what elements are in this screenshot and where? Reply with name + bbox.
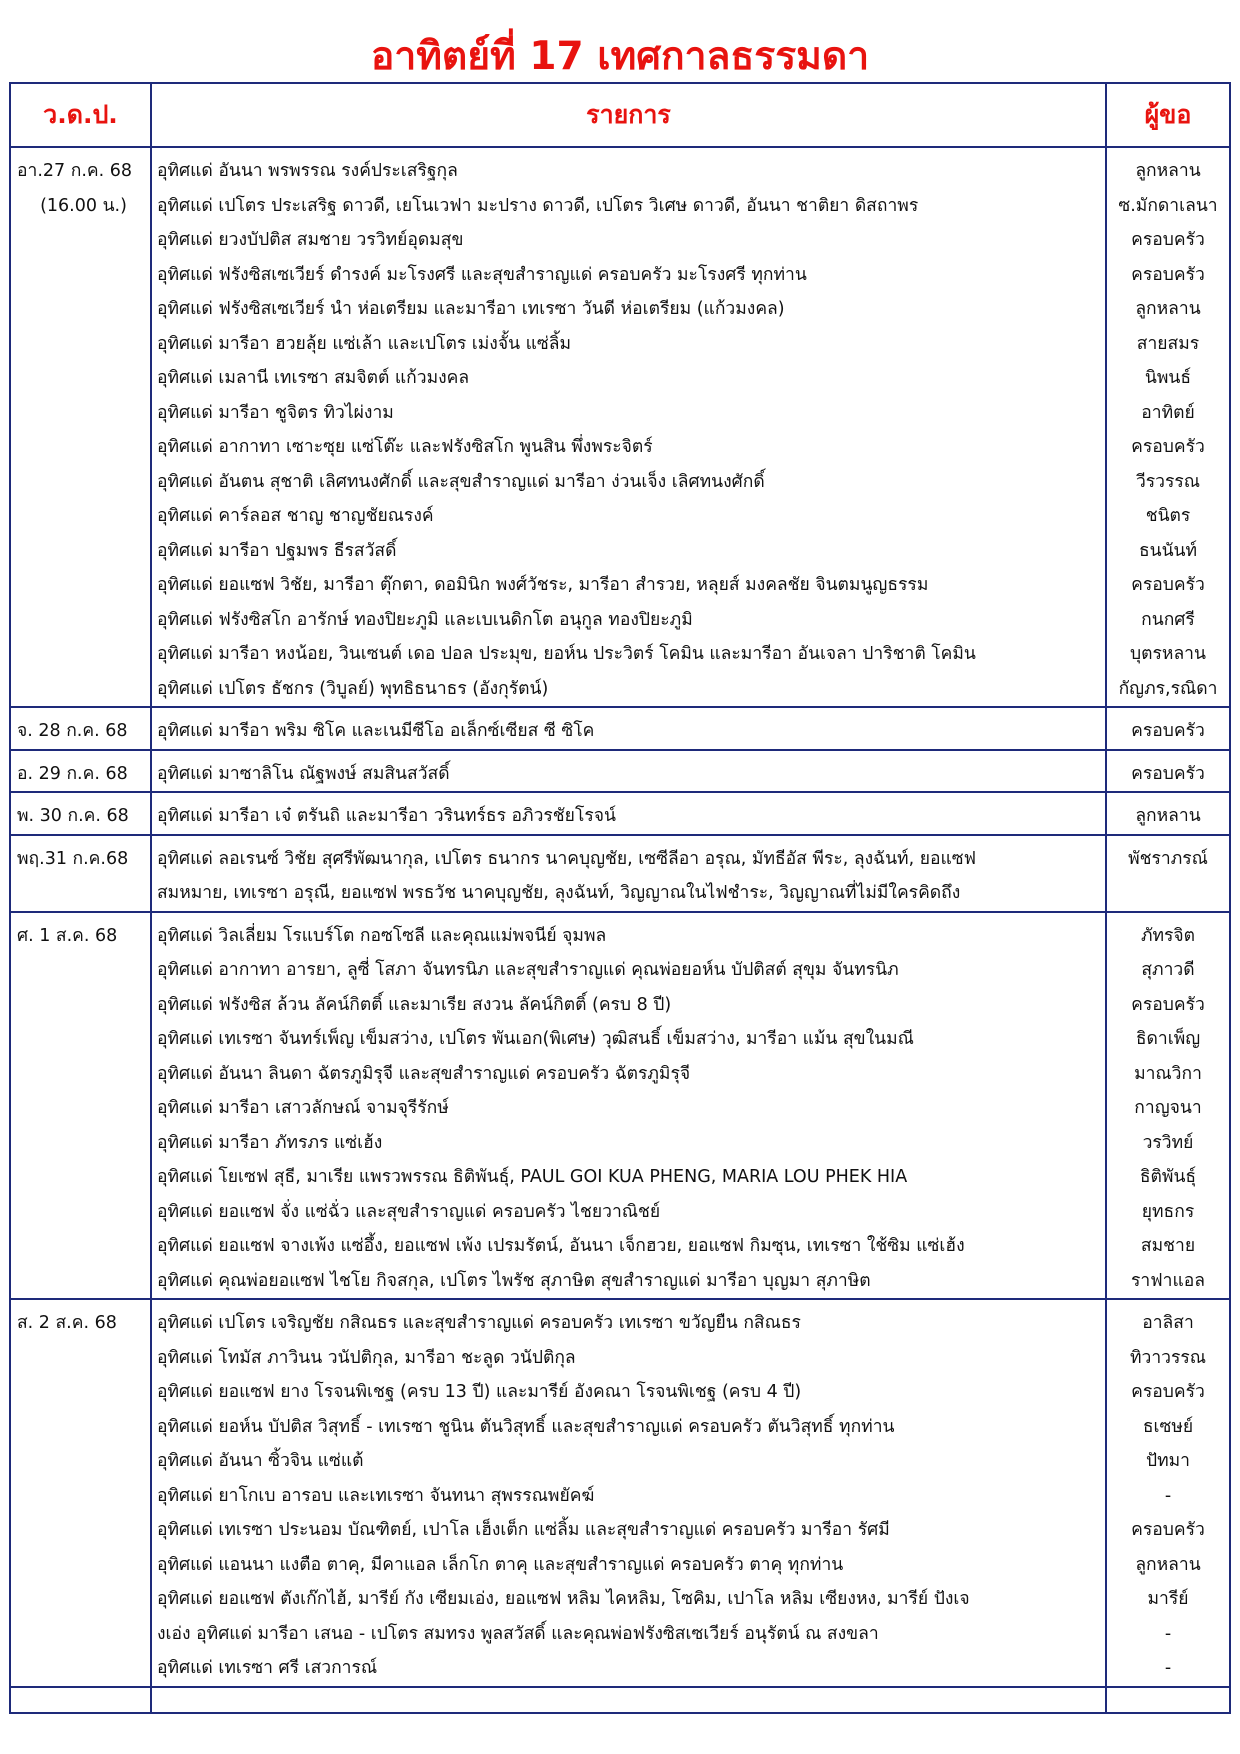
intention-line: สมหมาย, เทเรซา อรุณี, ยอแซฟ พรธวัช นาคบุญชัย, ลุงฉันท์, วิญญาณในไฟชำระ, วิญญาณที่ไม่มีใครคิดถึง (157, 883, 961, 903)
date-text: ส. 2 ส.ค. 68 (17, 1313, 117, 1333)
intention-line: งเอ่ง อุทิศแด่ มารีอา เสนอ - เปโตร สมทรง พูลสวัสดิ์ และคุณพ่อฟรังซิสเซเวียร์ อนุรัตน์ ณ สงขลา (157, 1623, 879, 1644)
requester-name: ซ.มักดาเลนา (1118, 195, 1218, 216)
requester-name: ครอบครัว (1131, 1382, 1205, 1402)
items-cell (151, 147, 1106, 707)
intention-line: อุทิศแด่ มารีอา เสาวลักษณ์ จามจุรีรักษ์ (157, 1098, 449, 1118)
empty-cell (151, 1687, 1106, 1713)
requester-name: ภัทรจิต (1140, 925, 1196, 946)
requester-name: กาญจนา (1134, 1098, 1202, 1118)
empty-cell (1106, 1687, 1230, 1713)
date-text: อ. 29 ก.ค. 68 (17, 763, 128, 784)
requester-cell (1106, 750, 1230, 793)
requester-cell (1106, 912, 1230, 1300)
requester-name: ลูกหลาน (1135, 299, 1201, 319)
items-cell (151, 750, 1106, 793)
intention-line: อุทิศแด่ มารีอา หงน้อย, วินเซนต์ เดอ ปอล ประมุข, ยอห์น ประวิตร์ โคมิน และมารีอา อันเจลา ปาริชาติ โคมิน (157, 644, 976, 664)
intention-line: อุทิศแด่ มารีอา ภัทรภร แซ่เฮ้ง (157, 1132, 383, 1153)
requester-name: กนกศรี (1141, 609, 1195, 630)
requester-name: พัชราภรณ์ (1128, 848, 1208, 869)
date-cell (10, 750, 151, 793)
date-text: (16.00 น.) (40, 195, 127, 216)
intention-line: อุทิศแด่ มารีอา ฮวยลุ้ย แซ่เล้า และเปโตร เม่งจั้น แซ่ลิ้ม (157, 333, 572, 354)
date-cell (10, 912, 151, 1300)
requester-name: ครอบครัว (1131, 230, 1205, 250)
intention-line: อุทิศแด่ ยาโกเบ อารอบ และเทเรซา จันทนา สุพรรณพยัคฆ์ (157, 1485, 595, 1506)
date-text: พ. 30 ก.ค. 68 (17, 806, 129, 826)
intention-line: อุทิศแด่ อันนา พรพรรณ รงค์ประเสริฐกุล (157, 161, 458, 181)
mass-intentions-table (9, 82, 1231, 1714)
requester-name: ครอบครัว (1131, 721, 1205, 741)
intention-line: อุทิศแด่ เปโตร เจริญชัย กสิณธร และสุขสำราญแด่ ครอบครัว เทเรซา ขวัญยืน กสิณธร (157, 1313, 801, 1333)
requester-name: ครอบครัว (1131, 264, 1205, 285)
table-header-row (10, 83, 1230, 147)
requester-name: ธนนันท์ (1138, 540, 1198, 561)
intention-line: อุทิศแด่ มารีอา ปฐมพร ธีรสวัสดิ์ (157, 540, 397, 561)
date-cell (10, 147, 151, 707)
intention-line: อุทิศแด่ เทเรซา ศรี เสวการณ์ (157, 1658, 378, 1678)
items-cell (151, 1299, 1106, 1687)
requester-name: ชนิตร (1145, 506, 1191, 526)
table-row (10, 147, 1230, 707)
requester-name: วีรวรรณ (1135, 471, 1201, 492)
intention-line: อุทิศแด่ วิลเลี่ยม โรแบร์โต กอซโซลี และคุณแม่พจนีย์ จุมพล (157, 925, 607, 946)
intention-line: อุทิศแด่ อันตน สุชาติ เลิศทนงศักดิ์ และสุขสำราญแด่ มารีอา ง่วนเจ็ง เลิศทนงศักดิ์ (157, 471, 765, 492)
intention-line: อุทิศแด่ ฟรังซิสเซเวียร์ ดำรงค์ มะโรงศรี และสุขสำราญแด่ ครอบครัว มะโรงศรี ทุกท่าน (157, 264, 807, 285)
date-cell (10, 707, 151, 750)
intention-line: อุทิศแด่ มารีอา ชูจิตร ทิวไผ่งาม (157, 402, 394, 423)
requester-name: มารีย์ (1147, 1589, 1189, 1609)
intention-line: อุทิศแด่ ยอแซฟ จั่ง แซ่ฉั่ว และสุขสำราญแด่ ครอบครัว ไชยวาณิชย์ (157, 1201, 661, 1222)
requester-name: นิพนธ์ (1144, 368, 1192, 388)
intention-line: อุทิศแด่ ยวงบัปติส สมชาย วรวิทย์อุดมสุข (157, 230, 464, 250)
requester-name: ครอบครัว (1131, 1520, 1205, 1540)
requester-name: ปัทมา (1145, 1451, 1190, 1471)
intention-line: อุทิศแด่ ยอแซฟ จางเพ้ง แซ่อึ้ง, ยอแซฟ เพ้ง เปรมรัตน์, อันนา เจ็กฮวย, ยอแซฟ กิมซุน, เทเรซา ใช้ซิม แซ่เฮ้ง (157, 1236, 965, 1256)
table-body (10, 147, 1230, 1713)
intention-line: อุทิศแด่ โยเซฟ สุธี, มาเรีย แพรวพรรณ ธิติพันธุ์, PAUL GOI KUA PHENG, MARIA LOU PHEK HIA (157, 1167, 908, 1187)
items-cell (151, 792, 1106, 835)
items-cell (151, 912, 1106, 1300)
table-row (10, 792, 1230, 835)
requester-name: สมชาย (1140, 1236, 1196, 1256)
date-cell (10, 1299, 151, 1687)
date-text: อา.27 ก.ค. 68 (17, 161, 132, 181)
intention-line: อุทิศแด่ แอนนา แงตือ ตาคุ, มีคาแอล เล็กโก ตาคุ และสุขสำราญแด่ ครอบครัว ตาคุ ทุกท่าน (157, 1554, 844, 1575)
requester-name: ลูกหลาน (1135, 806, 1201, 826)
requester-name: วรวิทย์ (1142, 1132, 1194, 1153)
intention-line: อุทิศแด่ ฟรังซิส ล้วน ลัคน์กิตติ์ และมาเรีย สงวน ลัคน์กิตติ์ (ครบ 8 ปี) (157, 994, 672, 1015)
requester-cell (1106, 147, 1230, 707)
date-text: ศ. 1 ส.ค. 68 (17, 925, 118, 946)
date-text: จ. 28 ก.ค. 68 (17, 721, 128, 741)
page-title: อาทิตย์ที่ 17 เทศกาลธรรมดา (370, 34, 870, 79)
intention-line: อุทิศแด่ ยอแซฟ วิชัย, มารีอา ตุ๊กตา, ดอมินิก พงศ์วัชระ, มารีอา สำรวย, หลุยส์ มงคลชัย จินตมนูญธรรม (157, 575, 929, 595)
requester-name: ครอบครัว (1131, 763, 1205, 784)
intention-line: อุทิศแด่ เมลานี เทเรซา สมจิตต์ แก้วมงคล (157, 368, 470, 388)
date-column-header: ว.ด.ป. (10, 83, 151, 147)
requester-cell (1106, 835, 1230, 912)
requester-name: อาลิสา (1142, 1313, 1194, 1333)
items-cell (151, 707, 1106, 750)
items-column-header: รายการ (151, 83, 1106, 147)
requester-name: มาณวิกา (1134, 1063, 1202, 1084)
intention-line: อุทิศแด่ เปโตร ธัชกร (วิบูลย์) พุทธิธนาธร (อังกุรัตน์) (157, 678, 549, 699)
intention-line: อุทิศแด่ มาซาลิโน ณัฐพงษ์ สมสินสวัสดิ์ (157, 763, 450, 784)
empty-cell (10, 1687, 151, 1713)
date-text: พฤ.31 ก.ค.68 (17, 848, 129, 869)
requester-name: ครอบครัว (1131, 994, 1205, 1015)
date-cell (10, 792, 151, 835)
requester-cell (1106, 707, 1230, 750)
intention-line: อุทิศแด่ ยอห์น บัปติส วิสุทธิ์ - เทเรซา ชูนิน ตันวิสุทธิ์ และสุขสำราญแด่ ครอบครัว ตันวิสุทธิ์ ทุกท่าน (157, 1416, 895, 1437)
requester-name: - (1164, 1658, 1172, 1678)
intention-line: อุทิศแด่ โทมัส ภาวินน วนัปติกุล, มารีอา ชะลูด วนัปติกุล (157, 1347, 576, 1368)
requester-name: บุตรหลาน (1130, 644, 1206, 664)
intention-line: อุทิศแด่ อันนา ลินดา ฉัตรภูมิรุจี และสุขสำราญแด่ ครอบครัว ฉัตรภูมิรุจี (157, 1063, 691, 1084)
requester-name: - (1164, 1485, 1172, 1506)
intention-line: อุทิศแด่ คาร์ลอส ชาญ ชาญชัยณรงค์ (157, 506, 434, 526)
requester-name: อาทิตย์ (1141, 402, 1195, 423)
requester-name: ครอบครัว (1131, 575, 1205, 595)
requester-name: ยุทธกร (1141, 1201, 1195, 1222)
intention-line: อุทิศแด่ มารีอา พริม ซิโค และเนมีซีโอ อเล็กซ์เซียส ซี ซิโค (157, 721, 595, 741)
intention-line: อุทิศแด่ อันนา ซิ้วจิน แซ่แต้ (157, 1451, 364, 1471)
requester-name: ธิดาเพ็ญ (1135, 1029, 1201, 1049)
intention-line: อุทิศแด่ มารีอา เจ๋ ตรันถิ และมารีอา วรินทร์ธร อภิวรชัยโรจน์ (157, 806, 616, 826)
requester-name: กัญภร,รณิดา (1118, 678, 1218, 699)
requester-name: สุภาวดี (1141, 960, 1195, 980)
requester-name: ธเซษย์ (1142, 1416, 1194, 1437)
date-cell (10, 835, 151, 912)
requester-column-header: ผู้ขอ (1106, 83, 1230, 147)
table-row-cutoff (10, 1687, 1230, 1713)
table-row (10, 835, 1230, 912)
requester-name: ลูกหลาน (1135, 161, 1201, 181)
intention-line: อุทิศแด่ เทเรซา ประนอม บัณฑิตย์, เปาโล เฮ็งเต็ก แซ่ลิ้ม และสุขสำราญแด่ ครอบครัว มารีอา รัศมี (157, 1520, 890, 1540)
intention-line: อุทิศแด่ เทเรซา จันทร์เพ็ญ เข็มสว่าง, เปโตร พันเอก(พิเศษ) วุฒิสนธิ์ เข็มสว่าง, มารีอา แม้น สุขในมณี (157, 1029, 914, 1049)
table-row (10, 1299, 1230, 1687)
intention-line: อุทิศแด่ เปโตร ประเสริฐ ดาวดี, เยโนเวฟา มะปราง ดาวดี, เปโตร วิเศษ ดาวดี, อันนา ชาติยา ดิสถาพร (157, 195, 919, 216)
requester-name: ครอบครัว (1131, 437, 1205, 457)
requester-name: ลูกหลาน (1135, 1554, 1201, 1575)
intention-line: อุทิศแด่ คุณพ่อยอแซฟ ไชโย กิจสกุล, เปโตร ไพรัช สุภาษิต สุขสำราญแด่ มารีอา บุญมา สุภาษิต (157, 1270, 871, 1291)
requester-cell (1106, 1299, 1230, 1687)
intention-line: อุทิศแด่ อากาทา อารยา, ลูซี่ โสภา จันทรนิภ และสุขสำราญแด่ คุณพ่อยอห์น บัปติสต์ สุขุม จันทรนิภ (157, 960, 899, 980)
requester-cell (1106, 792, 1230, 835)
requester-name: ธิติพันธุ์ (1139, 1167, 1197, 1187)
requester-name: - (1164, 1623, 1172, 1644)
table-row (10, 750, 1230, 793)
intention-line: อุทิศแด่ อากาทา เซาะซุย แซ่โต๊ะ และฟรังซิสโก พูนสิน พึ่งพระจิตร์ (157, 437, 653, 457)
items-cell (151, 835, 1106, 912)
requester-name: สายสมร (1136, 333, 1200, 354)
table-row (10, 707, 1230, 750)
intention-line: อุทิศแด่ ยอแซฟ ตังเก๊กไฮ้, มารีย์ กัง เซียมเอ่ง, ยอแซฟ หลิม ไคหลิม, โซคิม, เปาโล หลิม เซียงหง, มารีย์ ปังเจ (157, 1589, 970, 1609)
intention-line: อุทิศแด่ ฟรังซิสเซเวียร์ นำ ห่อเตรียม และมารีอา เทเรซา วันดี ห่อเตรียม (แก้วมงคล) (157, 299, 785, 319)
requester-name: ทิวาวรรณ (1129, 1347, 1207, 1368)
table-row (10, 912, 1230, 1300)
intention-line: อุทิศแด่ ฟรังซิสโก อารักษ์ ทองปิยะภูมิ และเบเนดิกโต อนุกูล ทองปิยะภูมิ (157, 609, 693, 630)
intention-line: อุทิศแด่ ยอแซฟ ยาง โรจนพิเชฐ (ครบ 13 ปี) และมารีย์ อังคณา โรจนพิเชฐ (ครบ 4 ปี) (157, 1382, 802, 1402)
intention-line: อุทิศแด่ ลอเรนซ์ วิชัย สุศรีพัฒนากุล, เปโตร ธนากร นาคบุญชัย, เซซีลีอา อรุณ, มัทธีอัส พีระ, ลุงฉันท์, ยอแซฟ (157, 848, 977, 869)
requester-name: ราฟาแอล (1131, 1270, 1205, 1291)
